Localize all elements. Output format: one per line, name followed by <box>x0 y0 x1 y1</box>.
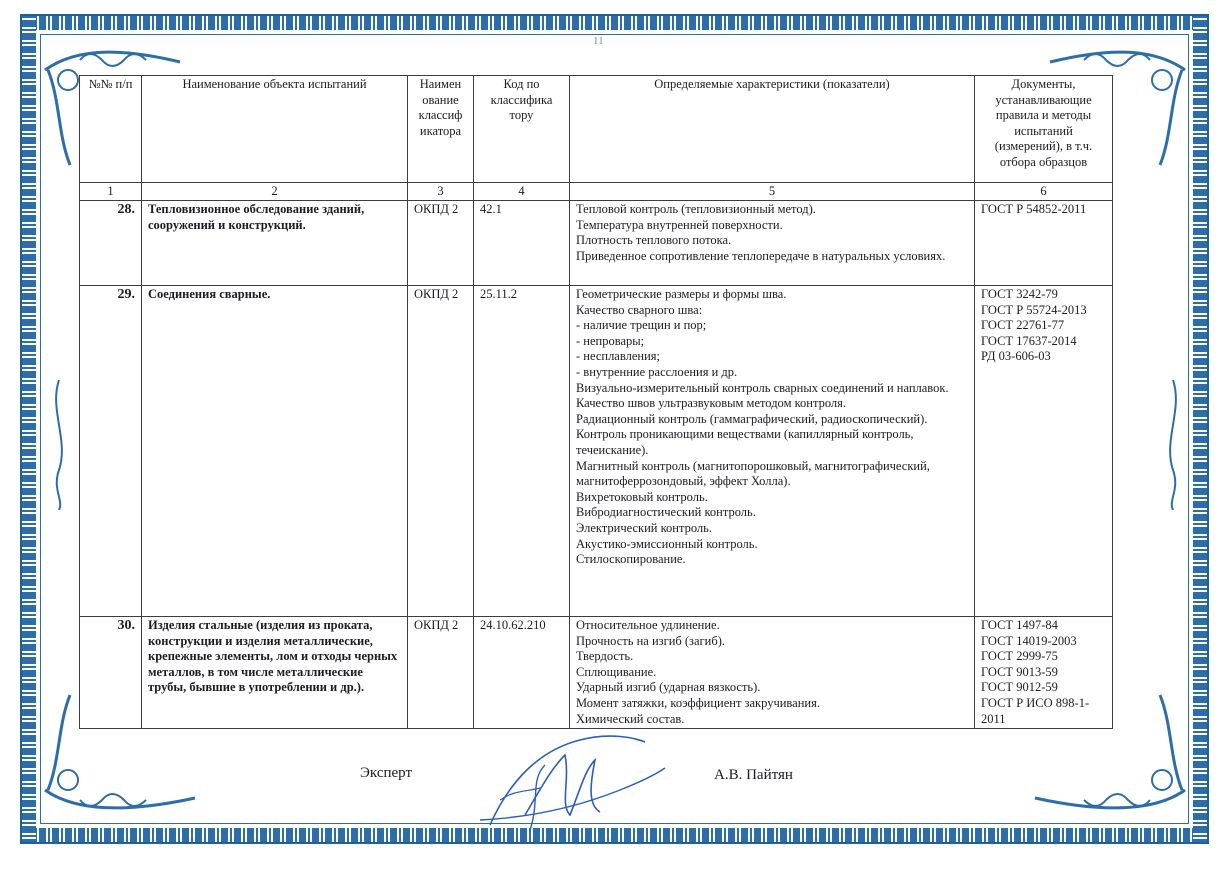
table-row <box>80 201 1113 286</box>
document-item: ГОСТ Р 54852-2011 <box>981 202 1087 216</box>
characteristic-item: Геометрические размеры и формы шва. <box>576 287 787 301</box>
row-number: 28. <box>80 201 142 286</box>
characteristic-item: Относительное удлинение. <box>576 618 720 632</box>
characteristic-item: Качество швов ультразвуковым методом контроля. <box>576 396 847 411</box>
characteristics-list <box>570 617 975 729</box>
test-object-name: Соединения сварные. <box>142 286 408 617</box>
characteristics-list <box>570 286 975 617</box>
characteristic-item: Химический состав. <box>576 711 685 726</box>
characteristic-item: Визуально-измерительный контроль сварных соединений и наплавок. <box>576 380 949 395</box>
characteristic-item: - непровары; <box>576 333 645 348</box>
header-characteristics: Определяемые характеристики (показатели) <box>570 76 975 183</box>
characteristics-list <box>570 201 975 286</box>
header-object: Наименование объекта испытаний <box>142 76 408 183</box>
header-classifier: Наимен ование классиф икатора <box>408 76 474 183</box>
characteristic-item: Твердость. <box>576 649 634 664</box>
characteristic-item: Контроль проникающими веществами (капиллярный контроль, течеискание). <box>576 427 914 457</box>
accreditation-scope-table <box>79 75 1113 729</box>
characteristic-item: Акустико-эмиссионный контроль. <box>576 536 758 551</box>
greek-key-border-left <box>22 16 36 842</box>
expert-label: Эксперт <box>360 765 413 781</box>
characteristic-item: Плотность теплового потока. <box>576 233 732 248</box>
document-item: ГОСТ 22761-77 <box>981 318 1065 333</box>
characteristic-item: Магнитный контроль (магнитопорошковый, магнитографический, магнитоферрозондовый, эффект Холла). <box>576 458 930 489</box>
test-object-name: Тепловизионное обследование зданий, сооружений и конструкций. <box>142 201 408 286</box>
classifier-code: 25.11.2 <box>474 286 570 617</box>
classifier-code: 24.10.62.210 <box>474 617 570 729</box>
column-number-row <box>80 183 1113 201</box>
characteristic-item: - наличие трещин и пор; <box>576 318 707 333</box>
characteristic-item: - несплавления; <box>576 349 660 364</box>
test-object-name: Изделия стальные (изделия из проката, конструкции и изделия металлические, крепежные элементы, лом и отходы черных металлов, в том числе металлические трубы, бывшие в употреблении и др.). <box>142 617 408 729</box>
document-item: РД 03-606-03 <box>981 349 1051 364</box>
characteristic-item: - внутренние расслоения и др. <box>576 364 738 379</box>
characteristic-item: Вибродиагностический контроль. <box>576 505 756 520</box>
classifier-code: 42.1 <box>474 201 570 286</box>
table-row <box>80 286 1113 617</box>
column-number: 2 <box>142 183 408 201</box>
column-number: 3 <box>408 183 474 201</box>
floral-side-ornament-left <box>44 380 74 510</box>
column-number: 6 <box>975 183 1113 201</box>
characteristic-item: Сплющивание. <box>576 664 657 679</box>
characteristic-item: Вихретоковый контроль. <box>576 489 708 504</box>
documents-list <box>975 201 1113 286</box>
classifier-name: ОКПД 2 <box>408 201 474 286</box>
characteristic-item: Прочность на изгиб (загиб). <box>576 633 725 648</box>
characteristic-item: Температура внутренней поверхности. <box>576 217 783 232</box>
documents-list <box>975 617 1113 729</box>
signature <box>470 720 670 840</box>
documents-list <box>975 286 1113 617</box>
header-number: №№ п/п <box>80 76 142 183</box>
row-number: 30. <box>80 617 142 729</box>
characteristic-item: Момент затяжки, коэффициент закручивания. <box>576 695 820 710</box>
table-header-row <box>80 76 1113 183</box>
page-number: 11 <box>593 35 604 47</box>
column-number: 1 <box>80 183 142 201</box>
document-item: ГОСТ Р ИСО 898-1-2011 <box>981 695 1090 726</box>
document-item: ГОСТ 2999-75 <box>981 649 1058 664</box>
characteristic-item: Качество сварного шва: <box>576 302 703 317</box>
characteristic-item: Электрический контроль. <box>576 520 712 535</box>
classifier-name: ОКПД 2 <box>408 617 474 729</box>
characteristic-item: Стилоскопирование. <box>576 552 686 567</box>
row-number: 29. <box>80 286 142 617</box>
column-number: 5 <box>570 183 975 201</box>
document-item: ГОСТ 3242-79 <box>981 287 1058 301</box>
document-item: ГОСТ 14019-2003 <box>981 633 1077 648</box>
document-item: ГОСТ Р 55724-2013 <box>981 302 1087 317</box>
characteristic-item: Ударный изгиб (ударная вязкость). <box>576 680 761 695</box>
header-code: Код по классифика тору <box>474 76 570 183</box>
document-item: ГОСТ 9013-59 <box>981 664 1058 679</box>
expert-name: А.В. Пайтян <box>714 767 793 783</box>
greek-key-border-top <box>22 16 1207 30</box>
document-item: ГОСТ 17637-2014 <box>981 333 1077 348</box>
column-number: 4 <box>474 183 570 201</box>
table-row <box>80 617 1113 729</box>
characteristic-item: Радиационный контроль (гаммаграфический, радиоскопический). <box>576 411 928 426</box>
characteristic-item: Приведенное сопротивление теплопередаче в натуральных условиях. <box>576 248 946 263</box>
classifier-name: ОКПД 2 <box>408 286 474 617</box>
document-item: ГОСТ 1497-84 <box>981 618 1058 632</box>
floral-side-ornament-right <box>1158 380 1188 510</box>
header-documents: Документы, устанавливающие правила и методы испытаний (измерений), в т.ч. отбора образцов <box>975 76 1113 183</box>
characteristic-item: Тепловой контроль (тепловизионный метод). <box>576 202 816 216</box>
document-item: ГОСТ 9012-59 <box>981 680 1058 695</box>
greek-key-border-right <box>1193 16 1207 842</box>
